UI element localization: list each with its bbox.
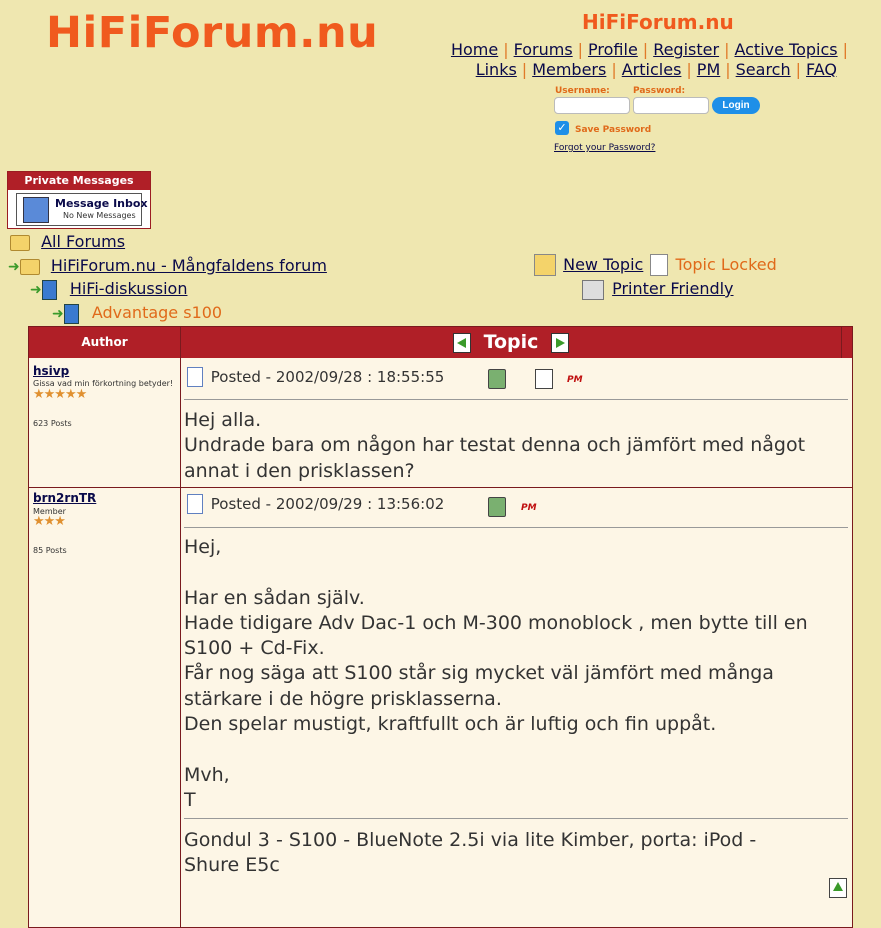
row-divider — [29, 487, 852, 488]
previous-topic-icon[interactable] — [453, 333, 471, 353]
rank-stars: ★★★ — [33, 514, 65, 529]
post-divider — [184, 399, 848, 400]
login-button[interactable]: Login — [712, 97, 760, 114]
table-header — [29, 327, 852, 358]
breadcrumb-topic — [52, 303, 222, 324]
back-to-top-icon[interactable] — [829, 878, 847, 898]
signature-divider — [184, 818, 848, 819]
new-topic-icon[interactable] — [534, 254, 556, 276]
post-header — [187, 494, 444, 514]
post-message: Hej, Har en sådan själv. Hade tidigare Adv Dac-1 och M-300 monoblock , men bytte till en S100 + Cd-Fix. Får nog säga att S100 står sig mycket väl jämfört med många stärkare i de högre prisklasserna. Den spelar mustigt, kraftfullt och är luftig och fin uppåt. Mvh, T — [184, 536, 808, 811]
forgot-password-link[interactable]: Forgot your Password? — [554, 143, 656, 153]
password-input[interactable] — [633, 97, 709, 114]
username-input[interactable] — [554, 97, 630, 114]
folder-icon — [20, 259, 40, 275]
site-title: HiFiForum.nu — [582, 10, 734, 34]
forum-group-link[interactable]: HiFiForum.nu - Mångfaldens forum — [50, 256, 327, 275]
header-end-cell — [841, 327, 852, 358]
check-icon: ✓ — [557, 121, 567, 134]
message-inbox-link[interactable] — [16, 193, 148, 226]
post-message: Hej alla. Undrade bara om någon har testat denna och jämfört med något annat i den prisklassen? — [184, 409, 806, 482]
author-title: Member — [33, 507, 66, 516]
nav-members-link[interactable]: Members — [532, 60, 607, 79]
nav-faq-link[interactable]: FAQ — [806, 60, 837, 79]
post-divider — [184, 527, 848, 528]
topic-actions — [534, 254, 777, 276]
arrow-right-icon: ➜ — [30, 282, 42, 298]
lock-icon — [650, 254, 668, 276]
main-nav-row-1: Home | Forums | Profile | Register | Active Topics | — [450, 40, 848, 59]
posted-date: Posted - 2002/09/29 : 13:56:02 — [210, 494, 445, 513]
author-name-link[interactable]: hsivp — [33, 364, 70, 378]
author-title: Gissa vad min förkortning betyder! — [33, 379, 174, 388]
profile-icon[interactable] — [488, 369, 506, 389]
breadcrumb-forum-group — [8, 256, 327, 275]
nav-active-topics-link[interactable]: Active Topics — [734, 40, 838, 59]
profile-icon[interactable] — [488, 497, 506, 517]
forum-link[interactable]: HiFi-diskussion — [69, 279, 188, 298]
post-header — [187, 367, 444, 387]
printer-friendly-action — [582, 279, 734, 300]
post-signature: Gondul 3 - S100 - BlueNote 2.5i via lite Kimber, porta: iPod - Shure E5c — [184, 829, 757, 877]
save-password-label: Save Password — [575, 125, 652, 135]
password-label: Password: — [633, 86, 686, 96]
arrow-right-icon: ➜ — [52, 306, 64, 322]
message-inbox-status: No New Messages — [63, 211, 136, 220]
folder-icon — [10, 235, 30, 251]
nav-links-link[interactable]: Links — [475, 60, 517, 79]
breadcrumb-all-forums — [10, 232, 125, 251]
posted-date: Posted - 2002/09/28 : 18:55:55 — [210, 367, 445, 386]
nav-search-link[interactable]: Search — [735, 60, 791, 79]
next-topic-icon[interactable] — [551, 333, 569, 353]
post-page-icon — [187, 367, 203, 387]
pm-icon[interactable]: PM — [567, 375, 583, 385]
topic-column-header — [181, 327, 841, 358]
topic-header-label: Topic — [483, 331, 539, 353]
author-column-header: Author — [29, 327, 181, 358]
new-topic-link[interactable]: New Topic — [563, 254, 644, 274]
site-logo[interactable]: HiFiForum.nu — [46, 8, 379, 58]
arrow-right-icon: ➜ — [8, 259, 20, 275]
rank-stars: ★★★★★ — [33, 387, 87, 402]
forum-book-icon — [64, 304, 79, 324]
nav-pm-link[interactable]: PM — [696, 60, 721, 79]
breadcrumb-forum — [30, 279, 187, 300]
forum-book-icon — [42, 280, 57, 300]
main-nav-row-2: Links | Members | Articles | PM | Search | FAQ — [475, 60, 837, 79]
current-topic-label: Advantage s100 — [91, 303, 223, 322]
nav-register-link[interactable]: Register — [653, 40, 720, 59]
post-page-icon — [187, 494, 203, 514]
topic-table — [28, 326, 853, 928]
topic-locked-label: Topic Locked — [675, 254, 777, 274]
message-inbox-title: Message Inbox — [55, 197, 148, 210]
private-messages-heading: Private Messages — [8, 172, 150, 190]
private-messages-box — [7, 171, 151, 229]
printer-friendly-link[interactable]: Printer Friendly — [612, 279, 734, 298]
homepage-icon[interactable] — [535, 369, 553, 389]
nav-articles-link[interactable]: Articles — [621, 60, 682, 79]
column-divider — [180, 358, 181, 928]
author-name-link[interactable]: brn2rnTR — [33, 491, 97, 505]
printer-icon[interactable] — [582, 280, 604, 300]
inbox-icon — [23, 197, 49, 223]
nav-profile-link[interactable]: Profile — [588, 40, 638, 59]
nav-forums-link[interactable]: Forums — [513, 40, 573, 59]
author-post-count: 85 Posts — [33, 546, 67, 555]
save-password-checkbox[interactable] — [555, 121, 569, 135]
author-post-count: 623 Posts — [33, 419, 72, 428]
nav-home-link[interactable]: Home — [450, 40, 499, 59]
username-label: Username: — [555, 86, 610, 96]
all-forums-link[interactable]: All Forums — [41, 232, 126, 251]
pm-icon[interactable]: PM — [521, 503, 537, 513]
